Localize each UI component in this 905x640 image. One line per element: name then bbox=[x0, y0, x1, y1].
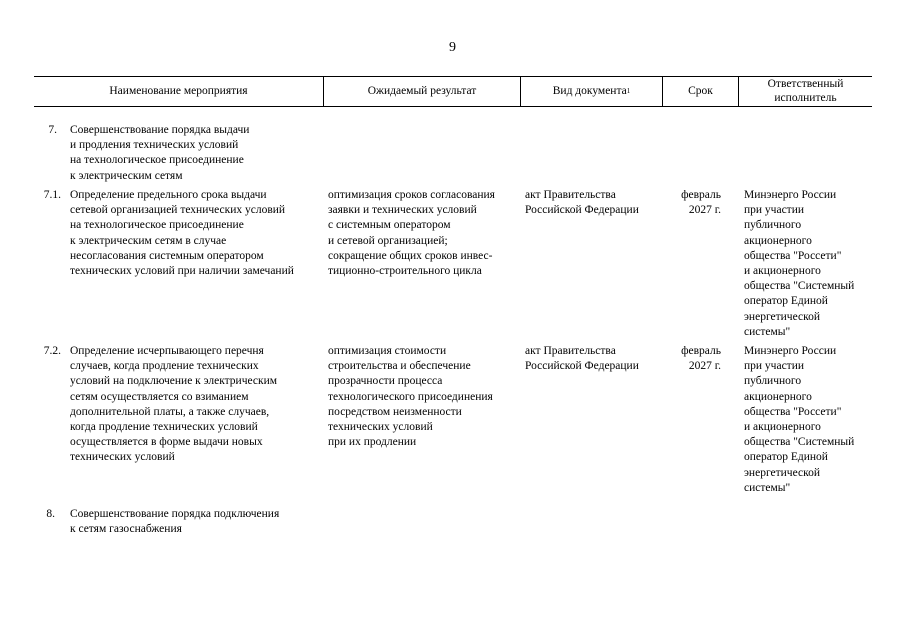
row-number: 8. bbox=[46, 508, 55, 520]
footnote-marker: 1 bbox=[626, 87, 631, 95]
header-bottom-border bbox=[34, 106, 872, 107]
responsible-executor: Минэнерго России при участии публичного акционерного общества "Россети" и акционерного общества "Системный оператор Единой энергетической системы" bbox=[744, 345, 855, 494]
row-number: 7.2. bbox=[43, 345, 61, 357]
measure-name: Определение исчерпывающего перечня случаев, когда продление технических условий на подключение к электрическим сетям осуществляется со взиманием дополнительной платы, а также случаев, когда продление технических условий осуществляется в форме выдачи новых технических условий bbox=[70, 345, 278, 464]
page-number: 9 bbox=[449, 40, 456, 55]
document-type: акт Правительства Российской Федерации bbox=[525, 189, 639, 217]
row-number: 7. bbox=[48, 124, 57, 136]
header-responsible: Ответственный исполнитель bbox=[767, 78, 844, 104]
header-deadline: Срок bbox=[688, 85, 713, 97]
row-number: 7.1. bbox=[43, 189, 61, 201]
measure-name: Совершенствование порядка подключения к сетям газоснабжения bbox=[70, 508, 280, 536]
header-name: Наименование мероприятия bbox=[109, 85, 248, 97]
header-doc-type: Вид документа 1 bbox=[552, 85, 631, 97]
header-result: Ожидаемый результат bbox=[367, 85, 477, 97]
deadline: февраль 2027 г. bbox=[681, 345, 721, 373]
expected-result: оптимизация стоимости строительства и обеспечение прозрачности процесса технологического присоединения посредством неизменности технических условий при их продлении bbox=[328, 345, 493, 449]
deadline: февраль 2027 г. bbox=[681, 189, 721, 217]
measure-name: Совершенствование порядка выдачи и продления технических условий на технологическое присоединение к электрическим сетям bbox=[70, 124, 250, 182]
document-type: акт Правительства Российской Федерации bbox=[525, 345, 639, 373]
measure-name: Определение предельного срока выдачи сетевой организацией технических условий на технологическое присоединение к электрическим сетям в случае несогласования системным оператором технических условий при наличии замечаний bbox=[70, 189, 294, 278]
responsible-executor: Минэнерго России при участии публичного акционерного общества "Россети" и акционерного общества "Системный оператор Единой энергетической системы" bbox=[744, 189, 855, 338]
expected-result: оптимизация сроков согласования заявки и технических условий с системным оператором и сетевой организацией; сокращение общих сроков инвес- тиционно-строительного цикла bbox=[328, 189, 495, 278]
